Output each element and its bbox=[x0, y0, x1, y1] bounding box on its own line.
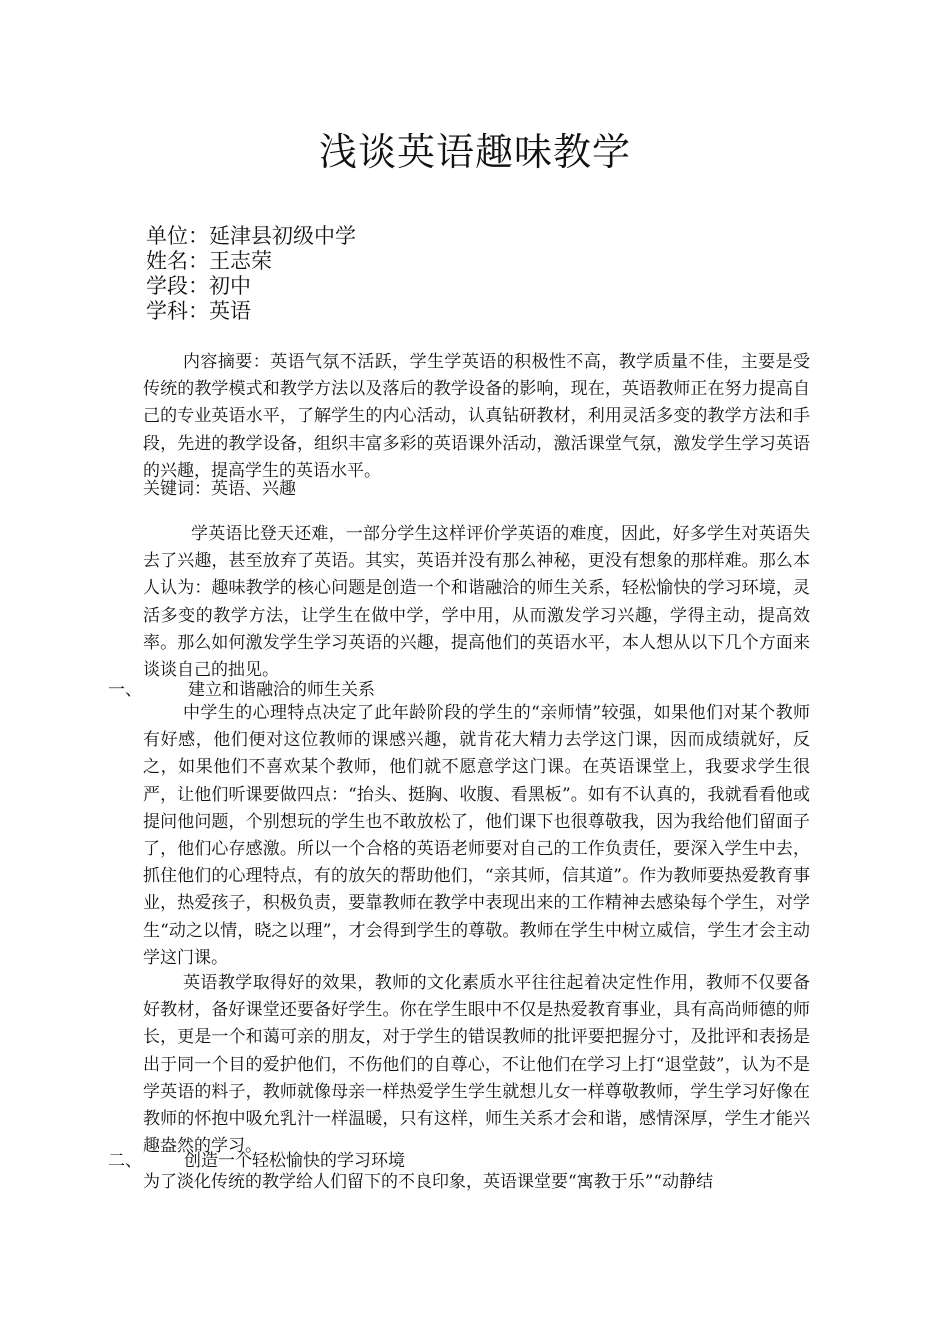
name-line: 姓名：王志荣 bbox=[146, 249, 272, 273]
intro-paragraph: 学英语比登天还难，一部分学生这样评价学英语的难度，因此，好多学生对英语失去了兴趣，甚至放弃了英语。其实，英语并没有那么神秘，更没有想象的那样难。那么本人认为：趣味教学的核心问题是创造一个和谐融洽的师生关系，轻松愉快的学习环境，灵活多变的教学方法，让学生在做中学，学中用，从而激发学习兴趣，学得主动，提高效率。那么如何激发学生学习英语的兴趣，提高他们的英语水平，本人想从以下几个方面来谈谈自己的拙见。 bbox=[143, 524, 810, 681]
subject-line: 学科：英语 bbox=[146, 299, 251, 323]
stage-line: 学段：初中 bbox=[146, 274, 251, 298]
section-number: 二、 bbox=[108, 1151, 142, 1171]
section-number: 一、 bbox=[108, 680, 142, 700]
section-heading-text: 建立和谐融洽的师生关系 bbox=[188, 680, 375, 700]
keywords-line: 关键词：英语、兴趣 bbox=[143, 479, 296, 499]
abstract-text: 内容摘要：英语气氛不活跃，学生学英语的积极性不高，教学质量不佳，主要是受传统的教学模式和教学方法以及落后的教学设备的影响，现在，英语教师正在努力提高自己的专业英语水平，了解学生的内心活动，认真钻研教材，利用灵活多变的教学方法和手段，先进的教学设备，组织丰富多彩的英语课外活动，激活课堂气氛，激发学生学习英语的兴趣，提高学生的英语水平。 bbox=[143, 352, 810, 481]
document-title: 浅谈英语趣味教学 bbox=[318, 130, 631, 174]
unit-line: 单位：延津县初级中学 bbox=[146, 224, 356, 248]
section-heading-text: 创造一个轻松愉快的学习环境 bbox=[184, 1151, 405, 1171]
author-info bbox=[146, 224, 356, 324]
section2-paragraph-1: 为了淡化传统的教学给人们留下的不良印象，英语课堂要“寓教于乐”“动静结 bbox=[143, 1172, 714, 1192]
section1-paragraph-1: 中学生的心理特点决定了此年龄阶段的学生的“亲师情”较强，如果他们对某个教师有好感，他们便对这位教师的课感兴趣，就肯花大精力去学这门课，因而成绩就好，反之，如果他们不喜欢某个教师，他们就不愿意学这门课。在英语课堂上，我要求学生很严，让他们听课要做四点：“抬头、挺胸、收腹、看黑板”。如有不认真的，我就看看他或提问他问题，个别想玩的学生也不敢放松了，他们课下也很尊敬我，因为我给他们留面子了，他们心存感激。所以一个合格的英语老师要对自己的工作负责任，要深入学生中去，抓住他们的心理特点，有的放矢的帮助他们，“亲其师，信其道”。作为教师要热爱教育事业，热爱孩子，积极负责，要靠教师在教学中表现出来的工作精神去感染每个学生，对学生“动之以情，晓之以理”，才会得到学生的尊敬。教师在学生中树立威信，学生才会主动学这门课。 bbox=[143, 703, 810, 968]
section1-paragraph-2: 英语教学取得好的效果，教师的文化素质水平往往起着决定性作用，教师不仅要备好教材，备好课堂还要备好学生。你在学生眼中不仅是热爱教育事业，具有高尚师德的师长，更是一个和蔼可亲的朋友，对于学生的错误教师的批评要把握分寸，及批评和表扬是出于同一个目的爱护他们，不伤他们的自尊心，不让他们在学习上打“退堂鼓”，认为不是学英语的料子，教师就像母亲一样热爱学生学生就想儿女一样尊敬教师，学生学习好像在教师的怀抱中吸允乳汁一样温暖，只有这样，师生关系才会和谐，感情深厚，学生才能兴趣盎然的学习。 bbox=[143, 973, 810, 1157]
abstract-paragraph bbox=[143, 349, 810, 485]
